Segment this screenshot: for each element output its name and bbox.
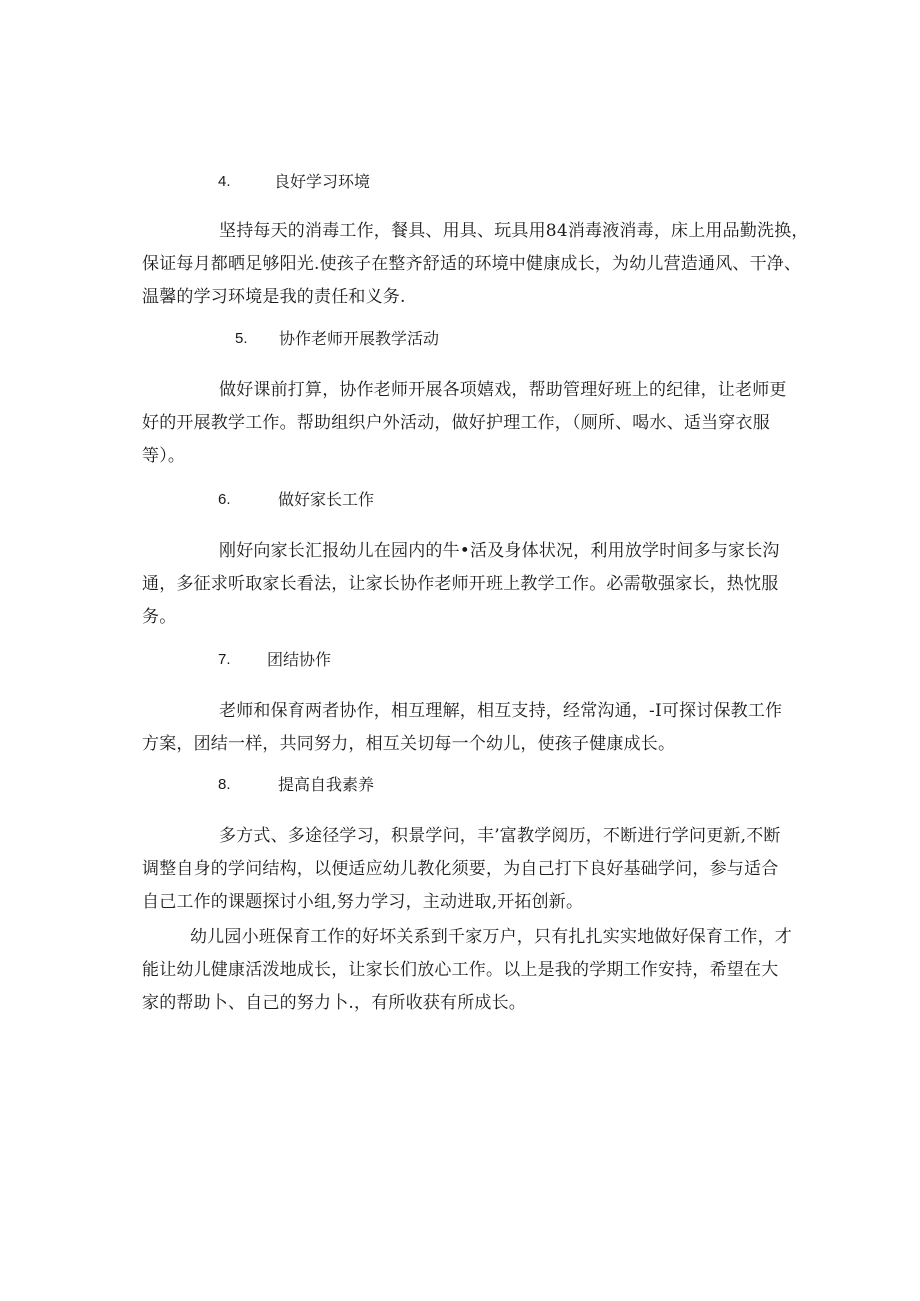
paragraph-line: 通，多征求听取家长看法，让家长协作老师开班上教学工作。必需敬强家长，热忱服 <box>142 574 779 594</box>
section-paragraph-5 <box>142 374 787 473</box>
section-paragraph-8 <box>142 820 782 919</box>
paragraph-line: 方案，团结一样，共同努力，相互关切每一个幼儿，使孩子健康成长。 <box>142 734 676 754</box>
section-title: 良好学习环境 <box>274 172 371 191</box>
section-title: 做好家长工作 <box>278 490 375 509</box>
section-title: 团结协作 <box>267 650 332 669</box>
section-title: 提高自我素养 <box>278 775 375 794</box>
section-title: 协作老师开展教学活动 <box>279 329 440 348</box>
paragraph-line: 能让幼儿健康活泼地成长，让家长们放心工作。以上是我的学期工作安持，希望在大 <box>142 960 779 980</box>
paragraph-line: 家的帮助卜、自己的努力卜.，有所收获有所成长。 <box>142 993 527 1013</box>
paragraph-line: 刚好向家长汇报幼儿在园内的牛•活及身体状况，利用放学时间多与家长沟 <box>219 541 780 561</box>
section-number: 6. <box>218 491 231 508</box>
section-paragraph-7 <box>142 695 782 761</box>
section-paragraph-6 <box>142 535 782 634</box>
paragraph-line: 做好课前打算，协作老师开展各项嬉戏，帮助管理好班上的纪律，让老师更 <box>219 380 787 400</box>
paragraph-line: 调整自身的学问结构，以便适应幼儿教化须要，为自己打下良好基础学问，参与适合 <box>142 859 779 879</box>
paragraph-line: 自己工作的课题探讨小组,努力学习，主动进取,开拓创新。 <box>142 892 584 912</box>
section-number: 7. <box>218 651 231 668</box>
paragraph-line: 坚持每天的消毒工作，餐具、用具、玩具用84消毒液消毒，床上用品勤洗换， <box>219 221 809 241</box>
closing-paragraph <box>142 921 792 1020</box>
paragraph-line: 多方式、多途径学习，积景学问，丰’富教学阅历，不断进行学问更新,不断 <box>219 826 781 846</box>
paragraph-line: 务。 <box>142 607 177 627</box>
section-number: 8. <box>218 776 231 793</box>
paragraph-line: 等）。 <box>142 446 186 466</box>
paragraph-line: 幼儿园小班保育工作的好坏关系到千家万户，只有扎扎实实地做好保育工作，才 <box>190 927 792 947</box>
paragraph-line: 老师和保育两者协作，相互理解，相互支持，经常沟通，-I可探讨保教工作 <box>219 701 783 721</box>
paragraph-line: 温馨的学习环境是我的责任和义务. <box>142 287 406 307</box>
section-paragraph-4 <box>142 215 809 314</box>
section-number: 4. <box>218 173 231 190</box>
paragraph-line: 保证每月都晒足够阳光.使孩子在整齐舒适的环境中健康成长，为幼儿营造通风、干净、 <box>142 254 802 274</box>
section-number: 5. <box>235 330 248 347</box>
paragraph-line: 好的开展教学工作。帮助组织户外活动，做好护理工作，（厕所、喝水、适当穿衣服 <box>142 413 770 433</box>
